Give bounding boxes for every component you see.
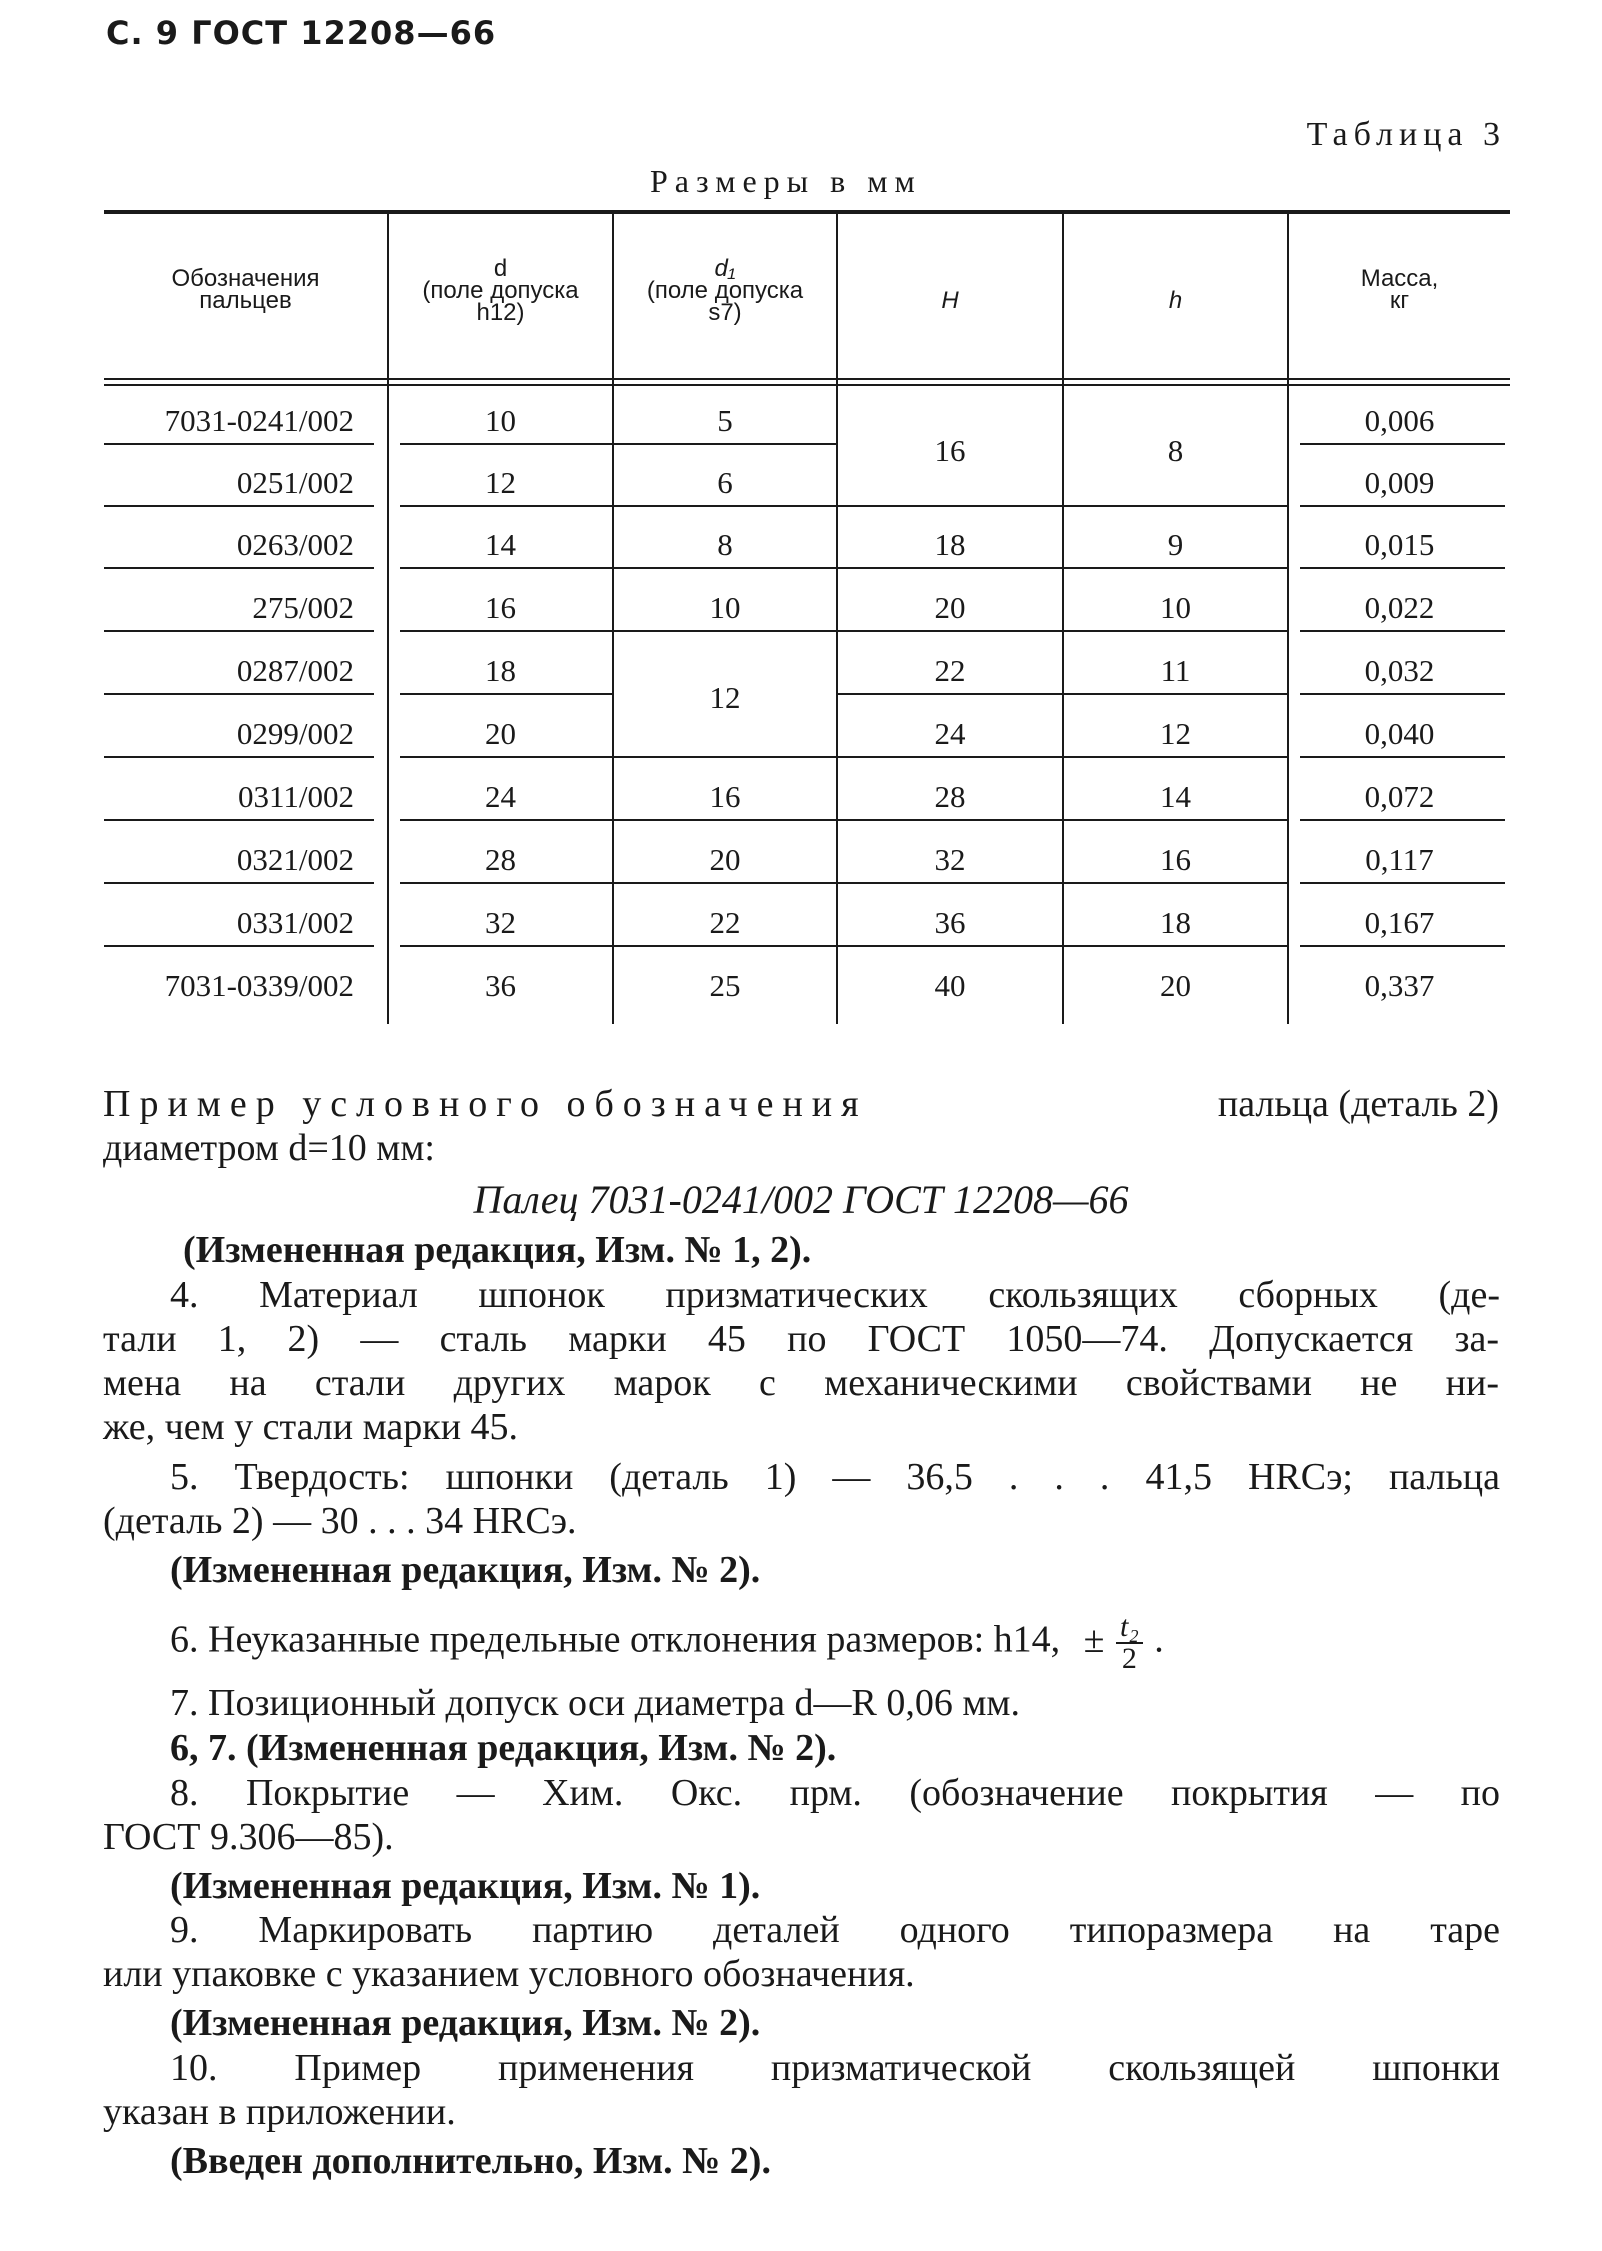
cell-H: 22 [934, 653, 966, 688]
row-rule [1064, 882, 1287, 884]
cell-h: 20 [1160, 968, 1191, 1003]
p4-line-1: 4. Материал шпонок призматических скользящих сборных (де- [170, 1274, 1500, 1316]
header-mass: Масса, кг [1360, 265, 1439, 314]
cell-H: 36 [934, 905, 966, 940]
row-rule [400, 505, 612, 507]
cell-code: 0331/002 [236, 905, 354, 940]
cell-code: 7031-0241/002 [164, 403, 354, 438]
cell-code: 275/002 [252, 590, 354, 625]
cell-H: 28 [934, 779, 966, 814]
cell-mass: 0,117 [1365, 842, 1434, 877]
example-rest: пальца (деталь 2) [1217, 1083, 1499, 1125]
change-note-1: (Измененная редакция, Изм. № 1). [170, 1865, 761, 1907]
cell-h: 16 [1160, 842, 1191, 877]
row-rule [1064, 693, 1287, 695]
p10-line-1: 10. Пример применения призматической скользящей шпонки [170, 2047, 1500, 2089]
cell-d1: 22 [709, 905, 741, 940]
cell-mass: 0,040 [1364, 716, 1435, 751]
cell-H: 24 [934, 716, 966, 751]
p9-line-1: 9. Маркировать партию деталей одного типоразмера на таре [170, 1909, 1500, 1951]
row-rule [838, 505, 1062, 507]
cell-H: 40 [934, 968, 966, 1003]
cell-h: 14 [1160, 779, 1191, 814]
cell-code: 0321/002 [236, 842, 354, 877]
cell-d: 28 [485, 842, 516, 877]
p9-line-2: или упаковке с указанием условного обозначения. [103, 1953, 915, 1995]
p5-line-2: (деталь 2) — 30 . . . 34 HRCэ. [103, 1500, 577, 1542]
cell-d: 10 [485, 403, 516, 438]
cell-d1: 5 [717, 403, 733, 438]
row-rule [838, 945, 1062, 947]
row-rule [1300, 567, 1505, 569]
table-units-caption: Размеры в мм [650, 163, 922, 199]
cell-d1: 6 [717, 465, 733, 500]
p4-line-2: тали 1, 2) — сталь марки 45 по ГОСТ 1050—74. Допускается за- [103, 1318, 1499, 1360]
row-rule [838, 756, 1062, 758]
cell-d: 16 [485, 590, 516, 625]
cell-d: 24 [485, 779, 516, 814]
p6-fraction [1116, 1612, 1143, 1674]
p10-line-2: указан в приложении. [103, 2091, 456, 2133]
row-rule [1300, 945, 1505, 947]
row-rule [614, 630, 836, 632]
p6-line [170, 1612, 1500, 1674]
cell-mass: 0,032 [1364, 653, 1435, 688]
table-header-rule-2 [104, 384, 1510, 386]
row-rule [838, 693, 1062, 695]
cell-d: 12 [485, 465, 516, 500]
row-rule [614, 567, 836, 569]
row-rule [104, 945, 374, 947]
row-rule [400, 819, 612, 821]
cell-h: 10 [1160, 590, 1191, 625]
cell-h: 11 [1160, 653, 1191, 688]
header-d: d (поле допуска h12) [422, 255, 579, 326]
cell-mass: 0,072 [1364, 779, 1435, 814]
row-rule [1064, 756, 1287, 758]
table-top-rule [104, 210, 1510, 214]
row-rule [1064, 567, 1287, 569]
example-line-2: диаметром d=10 мм: [103, 1127, 435, 1169]
change-note-67: 6, 7. (Измененная редакция, Изм. № 2). [170, 1727, 837, 1769]
row-rule [104, 819, 374, 821]
cell-d: 32 [485, 905, 516, 940]
row-rule [838, 567, 1062, 569]
row-rule [400, 882, 612, 884]
p6-plus-minus: ± [1083, 1618, 1105, 1661]
row-rule [614, 819, 836, 821]
example-designation: Палец 7031-0241/002 ГОСТ 12208—66 [473, 1177, 1129, 1222]
cell-h: 12 [1160, 716, 1191, 751]
p6-text: 6. Неуказанные предельные отклонения размеров: h14, [170, 1618, 1061, 1661]
header-designation: Обозначения пальцев [171, 265, 320, 314]
header-d1: d₁ (поле допуска s7) [646, 255, 804, 326]
cell-d: 36 [485, 968, 516, 1003]
p6-period: . [1154, 1618, 1164, 1661]
row-rule [1300, 693, 1505, 695]
row-rule [104, 505, 374, 507]
row-rule [1300, 756, 1505, 758]
row-rule [400, 567, 612, 569]
cell-mass: 0,167 [1364, 905, 1435, 940]
cell-H-merged: 16 [934, 433, 966, 468]
row-rule [1300, 882, 1505, 884]
row-rule [400, 630, 612, 632]
row-rule [1064, 630, 1287, 632]
row-rule [1064, 819, 1287, 821]
p6-fraction-numerator: t₂ [1116, 1612, 1143, 1644]
p8-line-2: ГОСТ 9.306—85). [103, 1816, 394, 1858]
row-rule [614, 756, 836, 758]
row-rule [104, 630, 374, 632]
cell-mass: 0,022 [1364, 590, 1435, 625]
row-rule [614, 443, 836, 445]
row-rule [1300, 505, 1505, 507]
change-note-2a: (Измененная редакция, Изм. № 2). [170, 1549, 761, 1591]
cell-code: 0311/002 [238, 779, 354, 814]
cell-h-merged: 8 [1167, 433, 1184, 468]
header-h: h [1168, 287, 1183, 314]
row-rule [104, 567, 374, 569]
cell-code: 0287/002 [236, 653, 354, 688]
cell-H: 18 [934, 527, 966, 562]
p5-line-1: 5. Твердость: шпонки (деталь 1) — 36,5 . . . 41,5 HRCэ; пальца [170, 1456, 1500, 1498]
row-rule [614, 505, 836, 507]
cell-mass: 0,015 [1364, 527, 1435, 562]
row-rule [1300, 443, 1505, 445]
cell-H: 32 [934, 842, 966, 877]
added-note: (Введен дополнительно, Изм. № 2). [170, 2140, 771, 2182]
row-rule [104, 693, 374, 695]
row-rule [104, 756, 374, 758]
cell-code: 0251/002 [236, 465, 354, 500]
table-label: Таблица 3 [1306, 116, 1506, 153]
row-rule [400, 693, 612, 695]
table-header-rule [104, 378, 1510, 380]
cell-code: 7031-0339/002 [164, 968, 354, 1003]
p4-line-4: же, чем у стали марки 45. [103, 1406, 519, 1448]
cell-mass: 0,009 [1364, 465, 1435, 500]
change-note-2b: (Измененная редакция, Изм. № 2). [170, 2002, 761, 2044]
row-rule [838, 882, 1062, 884]
cell-d1: 20 [709, 842, 741, 877]
row-rule [400, 945, 612, 947]
header-H: H [941, 287, 959, 314]
cell-d1: 25 [709, 968, 741, 1003]
row-rule [614, 882, 836, 884]
cell-d1-merged: 12 [709, 680, 741, 715]
row-rule [1064, 945, 1287, 947]
change-note-1-2: (Измененная редакция, Изм. № 1, 2). [183, 1229, 812, 1271]
p8-line-1: 8. Покрытие — Хим. Окс. прм. (обозначение покрытия — по [170, 1772, 1500, 1814]
cell-d1: 8 [717, 527, 733, 562]
row-rule [838, 630, 1062, 632]
example-title: Пример условного обозначения [103, 1083, 868, 1125]
row-rule [1300, 819, 1505, 821]
p6-fraction-denominator: 2 [1121, 1642, 1137, 1675]
row-rule [400, 443, 612, 445]
cell-d: 20 [485, 716, 516, 751]
cell-d: 18 [485, 653, 516, 688]
cell-code: 0263/002 [236, 527, 354, 562]
row-rule [1300, 630, 1505, 632]
row-rule [1064, 505, 1287, 507]
cell-code: 0299/002 [236, 716, 354, 751]
cell-h: 9 [1167, 527, 1184, 562]
row-rule [104, 443, 374, 445]
page-header: С. 9 ГОСТ 12208—66 [106, 14, 497, 52]
row-rule [614, 945, 836, 947]
p4-line-3: мена на стали других марок с механическими свойствами не ни- [103, 1362, 1499, 1404]
p7-line: 7. Позиционный допуск оси диаметра d—R 0,06 мм. [170, 1682, 1020, 1724]
cell-d1: 16 [709, 779, 741, 814]
example-line-1 [103, 1082, 1499, 1126]
cell-H: 20 [934, 590, 966, 625]
cell-h: 18 [1160, 905, 1191, 940]
row-rule [838, 819, 1062, 821]
cell-d1: 10 [709, 590, 741, 625]
cell-mass: 0,006 [1364, 403, 1435, 438]
row-rule [400, 756, 612, 758]
cell-d: 14 [485, 527, 516, 562]
row-rule [104, 882, 374, 884]
cell-mass: 0,337 [1364, 968, 1435, 1003]
